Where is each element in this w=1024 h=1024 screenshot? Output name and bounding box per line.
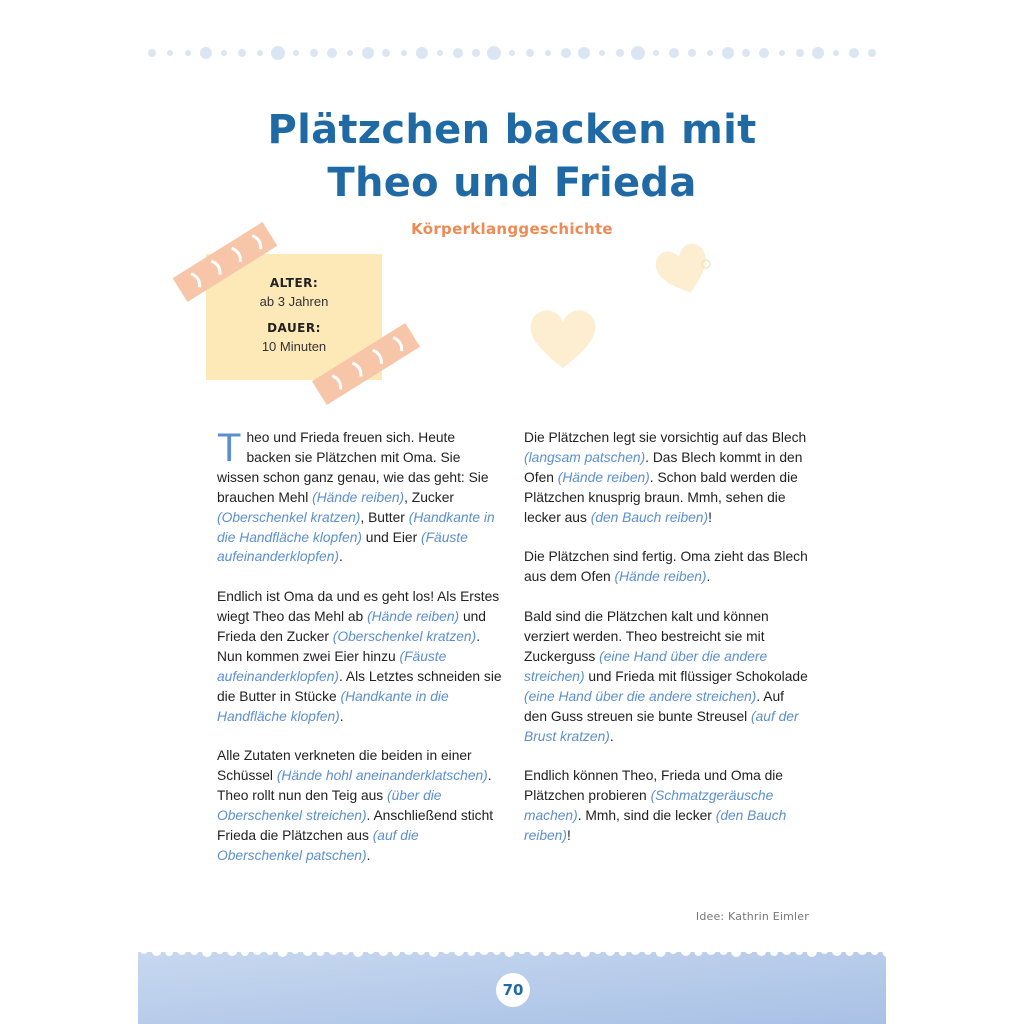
footer-scallop xyxy=(795,947,803,955)
story-text: . xyxy=(339,708,344,724)
footer-scallop xyxy=(518,946,526,954)
footer-scallop xyxy=(594,946,602,954)
story-paragraph xyxy=(524,547,809,587)
instruction-text: (über die Oberschenkel streichen) xyxy=(217,788,442,824)
footer-scallop xyxy=(241,948,249,956)
decorative-dot xyxy=(833,50,839,56)
instruction-text: (Fäuste aufeinanderklopfen) xyxy=(217,648,447,684)
story-text: ! xyxy=(566,828,571,844)
footer-scallop xyxy=(820,946,828,954)
story-text: Die Plätzchen legt sie vorsichtig auf das Blech xyxy=(524,430,807,445)
story-text: . Nun kommen zwei Eier hinzu xyxy=(217,629,481,664)
footer-scallop xyxy=(266,947,274,955)
decorative-dot xyxy=(167,50,173,56)
decorative-dot xyxy=(347,50,353,56)
footer-scallop xyxy=(543,948,551,956)
story-paragraph xyxy=(524,607,809,746)
decorative-dot xyxy=(382,49,390,57)
footer-scallop xyxy=(190,947,198,955)
page-title xyxy=(0,104,1024,210)
washi-tape-top xyxy=(166,214,284,310)
footer-scallop xyxy=(745,946,753,954)
footer-scallop xyxy=(227,946,237,956)
decorative-dot xyxy=(148,49,156,57)
duration-value: 10 Minuten xyxy=(261,339,327,354)
footer-scallop xyxy=(756,946,766,956)
instruction-text: (den Bauch reiben) xyxy=(590,509,709,525)
footer-scallop xyxy=(202,947,212,957)
instruction-text: (Hände reiben) xyxy=(312,489,405,505)
instruction-text: (Oberschenkel kratzen) xyxy=(332,629,477,645)
footer-scallop xyxy=(846,948,854,956)
story-text: Alle Zutaten verkneten die beiden in einer Schüssel xyxy=(217,748,472,784)
story-paragraph xyxy=(217,587,502,726)
instruction-text: (Handkante in die Handfläche klopfen) xyxy=(217,688,449,724)
subtitle: Körperklanggeschichte xyxy=(411,220,613,238)
decorative-dot xyxy=(362,47,374,59)
story-text: . Mmh, sind die lecker xyxy=(577,808,716,824)
decorative-dot xyxy=(472,49,480,57)
story-text: . xyxy=(338,549,343,565)
footer-scallop xyxy=(378,946,388,956)
decorative-dot xyxy=(742,49,750,57)
decorative-dot xyxy=(561,48,571,58)
footer-scallop xyxy=(342,947,350,955)
footer-scallop xyxy=(694,948,702,956)
footer-scallop xyxy=(619,948,627,956)
story-text: Endlich ist Oma da und es geht los! Als Erstes wiegt Theo das Mehl ab xyxy=(217,589,500,625)
duration-label: DAUER: xyxy=(267,321,321,335)
decorative-dot xyxy=(796,49,804,57)
footer-scallop xyxy=(392,948,400,956)
footer-scallop xyxy=(770,948,778,956)
decorative-dot xyxy=(185,50,191,56)
page-number: 70 xyxy=(496,973,530,1007)
story-text: Die Plätzchen sind fertig. Oma zieht das Blech aus dem Ofen xyxy=(524,549,808,585)
instruction-text: (eine Hand über die andere streichen) xyxy=(524,688,757,704)
decorative-dot xyxy=(616,49,624,57)
decorative-dot xyxy=(437,50,443,56)
decorative-dot xyxy=(631,46,645,60)
story-text: und Eier xyxy=(361,529,422,545)
footer-scallop xyxy=(278,947,288,957)
footer-scallop xyxy=(504,947,514,957)
story-text: . Das Blech kommt in den Ofen xyxy=(524,449,803,485)
decorative-dot xyxy=(526,49,534,57)
footer-scallop xyxy=(468,948,476,956)
story-text: . xyxy=(706,569,711,585)
decorative-dot xyxy=(293,50,299,56)
story-paragraph xyxy=(217,746,502,865)
decorative-dot xyxy=(707,50,713,56)
story-text: . xyxy=(609,728,614,744)
footer-scallop xyxy=(454,946,464,956)
story-text: Bald sind die Plätzchen kalt und können verziert werden. Theo bestreicht sie mit Zuckerguss xyxy=(524,609,769,664)
footer-scallop xyxy=(681,946,691,956)
story-paragraph xyxy=(524,428,809,528)
decorative-dot xyxy=(416,47,428,59)
footer-scallop xyxy=(871,947,879,955)
story-text: Endlich können Theo, Frieda und Oma die Plätzchen probieren xyxy=(524,768,783,804)
decorative-dot xyxy=(487,46,501,60)
decorative-dot xyxy=(849,48,859,58)
heart-decoration-large xyxy=(527,304,599,370)
footer-scallop xyxy=(580,947,590,957)
decorative-dot xyxy=(221,50,227,56)
story-text: und Frieda mit flüssiger Schokolade xyxy=(584,668,808,684)
instruction-text: (Schmatzgeräusche machen) xyxy=(524,788,774,824)
footer-scallop xyxy=(216,946,224,954)
footer-scallop xyxy=(731,947,741,957)
instruction-text: (Oberschenkel kratzen) xyxy=(217,509,361,525)
instruction-text: (Handkante in die Handfläche klopfen) xyxy=(217,509,495,545)
story-text: . Theo rollt nun den Teig aus xyxy=(217,768,492,804)
footer-scallop xyxy=(530,946,540,956)
decorative-dot xyxy=(722,47,734,59)
footer-scallop xyxy=(644,947,652,955)
footer-scallop xyxy=(316,948,324,956)
decorative-dot xyxy=(271,46,285,60)
decorative-dot xyxy=(327,48,337,58)
story-text: und Frieda den Zucker xyxy=(217,609,486,645)
decorative-dot xyxy=(653,50,659,56)
footer-scallop xyxy=(165,948,173,956)
footer-scallop xyxy=(493,947,501,955)
decorative-dot xyxy=(599,50,605,56)
story-text: ! xyxy=(708,509,712,525)
footer-scallop xyxy=(353,947,363,957)
footer-scallop xyxy=(140,946,148,954)
story-text: heo und Frieda freuen sich. Heute backen sie Plätzchen mit Oma. Sie wissen schon ganz genau, wie das geht: Sie brauchen Mehl xyxy=(217,430,489,505)
footer-scallop xyxy=(303,946,313,956)
instruction-text: (Hände reiben) xyxy=(367,609,460,625)
footer-scallop xyxy=(442,946,450,954)
story-text: , Butter xyxy=(360,509,409,525)
decorative-dot xyxy=(545,50,551,56)
story-text: . Anschließend sticht Frieda die Plätzchen aus xyxy=(217,808,494,844)
title-line-1: Plätzchen backen mit xyxy=(267,107,757,153)
story-text: , Zucker xyxy=(404,489,454,505)
footer-scallop xyxy=(291,946,299,954)
instruction-text: (auf der Brust kratzen) xyxy=(524,708,799,744)
footer-scallop xyxy=(832,946,842,956)
decorative-dot xyxy=(200,47,212,59)
footer-scallop xyxy=(669,946,677,954)
age-label: ALTER: xyxy=(269,276,319,290)
footer-scallop xyxy=(656,947,666,957)
decorative-dot xyxy=(688,49,696,57)
washi-tape-bottom xyxy=(305,316,427,412)
footer-scallop xyxy=(152,946,162,956)
instruction-text: (den Bauch reiben) xyxy=(524,808,787,844)
decorative-dot xyxy=(509,50,515,56)
footer-scallop xyxy=(605,946,615,956)
story-paragraph xyxy=(524,766,809,846)
dotted-border-decoration xyxy=(140,44,880,62)
title-line-2: Theo und Frieda xyxy=(327,160,697,206)
drop-cap: T xyxy=(217,426,242,470)
story-text: . Auf den Guss streuen sie bunte Streusel xyxy=(524,688,785,724)
decorative-dot xyxy=(238,49,246,57)
instruction-text: (Hände reiben) xyxy=(614,569,707,585)
decorative-dot xyxy=(578,47,590,59)
story-text: . Als Letztes schneiden sie die Butter in Stücke xyxy=(217,668,502,704)
footer-scallop xyxy=(417,947,425,955)
story-column-left xyxy=(217,428,502,886)
story-paragraph xyxy=(217,428,502,567)
footer-scallop xyxy=(367,946,375,954)
decorative-dot xyxy=(868,49,876,57)
instruction-text: (Hände hohl aneinanderklatschen) xyxy=(276,768,488,784)
decorative-dot xyxy=(779,50,785,56)
story-column-right xyxy=(524,428,809,866)
footer-scallop xyxy=(720,947,728,955)
footer-scallop xyxy=(568,947,576,955)
instruction-text: (Fäuste aufeinanderklopfen) xyxy=(217,529,468,565)
instruction-text: (langsam patschen) xyxy=(524,449,646,465)
age-value: ab 3 Jahren xyxy=(259,294,329,309)
decorative-dot xyxy=(310,49,318,57)
author-credit: Idee: Kathrin Eimler xyxy=(695,910,809,923)
decorative-dot xyxy=(257,50,263,56)
decorative-dot xyxy=(401,50,407,56)
instruction-text: (auf die Oberschenkel patschen) xyxy=(217,828,419,863)
decorative-dot xyxy=(812,47,824,59)
footer-scallop xyxy=(429,947,439,957)
instruction-text: (eine Hand über die andere streichen) xyxy=(524,648,768,684)
decorative-dot xyxy=(759,48,769,58)
footer-scallop xyxy=(807,947,817,957)
instruction-text: (Hände reiben) xyxy=(557,469,650,485)
story-text: . xyxy=(366,848,371,863)
decorative-dot xyxy=(453,48,463,58)
decorative-dot xyxy=(669,48,679,58)
heart-decoration-small xyxy=(652,238,714,300)
story-text: . Schon bald werden die Plätzchen knusprig braun. Mmh, sehen die lecker aus xyxy=(524,469,798,525)
